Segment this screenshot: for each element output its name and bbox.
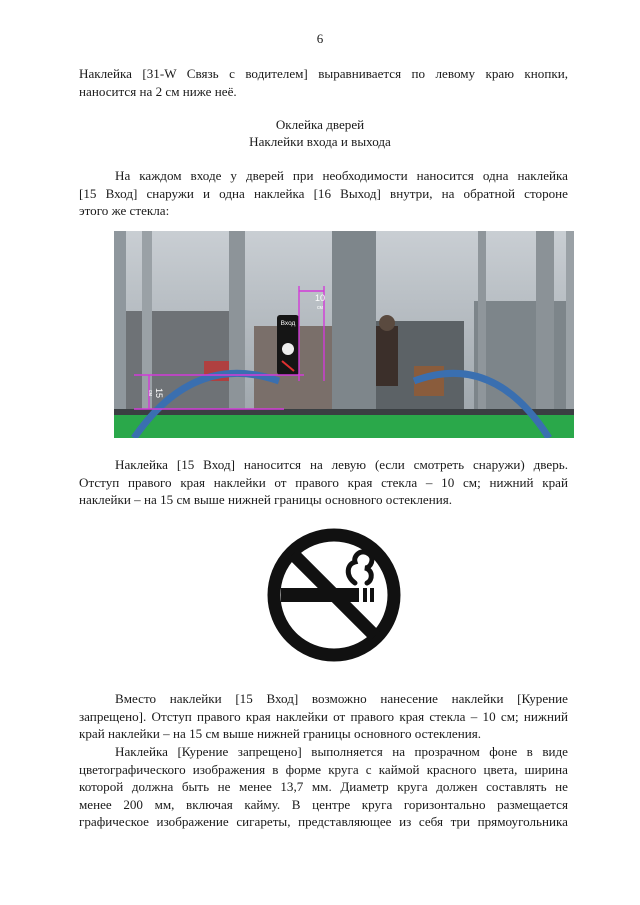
text-line: которой должна быть не менее 13,7 мм. Диаметр круга должен составлять не — [79, 779, 568, 795]
no-smoking-icon — [267, 528, 401, 662]
section-title: Оклейка дверей — [275, 117, 365, 132]
section-subtitle: Наклейки входа и выхода — [249, 134, 391, 149]
text-line: Наклейка [15 Вход] наносится на левую (если смотреть снаружи) дверь. — [115, 457, 568, 472]
text-line: На каждом входе у дверей при необходимости наносится одна наклейка — [115, 168, 568, 183]
text-line: цветографического изображения в форме круга с каймой красного цвета, ширина — [79, 761, 568, 777]
offset-15cm-unit: см — [147, 390, 153, 396]
door-photo — [114, 231, 574, 438]
sticker-label: Вход — [280, 320, 296, 327]
text-line: Вместо наклейки [15 Вход] возможно нанесение наклейки [Курение — [115, 691, 568, 706]
offset-10cm-unit: см — [317, 305, 323, 311]
text-line: Отступ правого края наклейки от правого края стекла – 10 см; нижний край — [79, 474, 568, 490]
paragraph-button-sticker — [79, 65, 568, 100]
text-line: [15 Вход] снаружи и одна наклейка [16 Выход] внутри, на обратной стороне — [79, 185, 568, 201]
paragraph-no-smoking-alternative — [79, 690, 568, 743]
offset-10cm-label: 10 — [314, 293, 326, 303]
text-line: менее 200 мм, включая кайму. В центре круга горизонтально размещается — [79, 796, 568, 812]
door-photo-illustration — [114, 231, 574, 438]
page-number: 6 — [316, 31, 324, 46]
paragraph-entrance-sticker — [79, 456, 568, 509]
text-line: этого же стекла: — [79, 203, 170, 219]
text-line: Наклейка [31-W Связь с водителем] выравнивается по левому краю кнопки, — [79, 66, 568, 81]
text-line: запрещено]. Отступ правого края наклейки от правого края стекла – 10 см; нижний — [79, 708, 568, 724]
text-line: край наклейки – на 15 см выше нижней границы основного остекления. — [79, 726, 482, 742]
text-line: Наклейка [Курение запрещено] выполняется на прозрачном фоне в виде — [115, 744, 568, 759]
text-line: наклейки – на 15 см выше нижней границы основного остекления. — [79, 492, 453, 508]
text-line: наносится на 2 см ниже неё. — [79, 83, 237, 99]
text-line: графическое изображение сигареты, представляющее из себя три прямоугольника — [79, 814, 568, 830]
paragraph-entrance-exit — [79, 167, 568, 220]
offset-15cm-label: 15 — [154, 387, 164, 399]
paragraph-no-smoking-spec — [79, 743, 568, 831]
